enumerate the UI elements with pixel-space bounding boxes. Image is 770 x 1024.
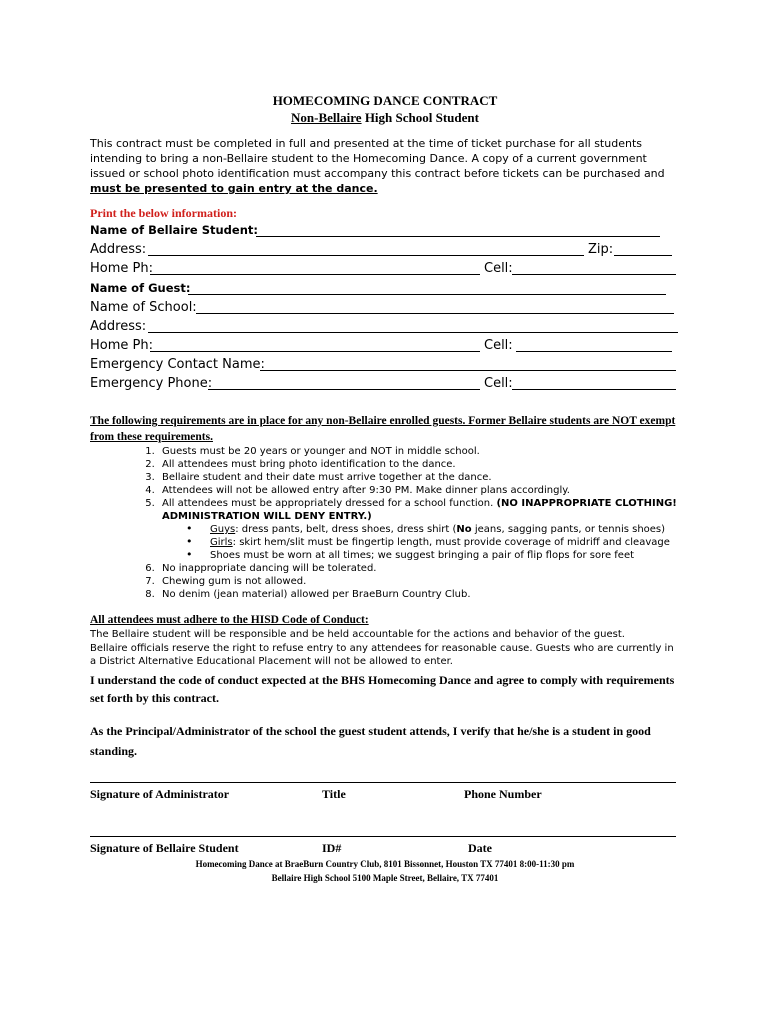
- student-name-label: Name of Bellaire Student:: [90, 223, 258, 237]
- conduct-heading: All attendees must adhere to the HISD Code of Conduct:: [90, 614, 369, 626]
- cell-field[interactable]: [512, 274, 676, 275]
- requirement-item: 2. All attendees must bring photo identification to the dance.: [158, 458, 680, 471]
- requirement-item: 8. No denim (jean material) allowed per BraeBurn Country Club.: [158, 588, 680, 601]
- zip-label: Zip:: [588, 242, 614, 257]
- home-phone-label: Home Ph:: [90, 261, 153, 276]
- shoes-text: Shoes must be worn at all times; we suggest bringing a pair of flip flops for sore feet: [210, 550, 635, 561]
- guys-no: No: [456, 524, 472, 535]
- title-sub-rest: High School Student: [361, 110, 479, 125]
- student-name-field[interactable]: [256, 236, 660, 237]
- guest-home-phone-field[interactable]: [150, 351, 480, 352]
- zip-field[interactable]: [614, 255, 672, 256]
- footer: [90, 857, 680, 885]
- cell-label: Cell:: [484, 261, 513, 276]
- home-phone-row: [90, 259, 680, 278]
- address-row: [90, 240, 680, 259]
- requirement-item: 6. No inappropriate dancing will be tolerated.: [158, 562, 680, 575]
- student-name-row: [90, 220, 680, 240]
- guys-label: Guys: [210, 524, 236, 535]
- guest-cell-field[interactable]: [516, 351, 672, 352]
- requirement-item-dress-warning: (NO INAPPROPRIATE CLOTHING! ADMINISTRATION WILL DENY ENTRY.): [162, 498, 677, 522]
- requirement-item-dress: [158, 497, 680, 562]
- school-name-row: [90, 298, 680, 317]
- guest-home-phone-row: [90, 336, 680, 355]
- home-phone-field[interactable]: [150, 274, 480, 275]
- intro-paragraph: [90, 136, 680, 196]
- dress-code-shoes: [186, 548, 680, 562]
- requirement-item: 1. Guests must be 20 years or younger and NOT in middle school.: [158, 445, 680, 458]
- guest-address-label: Address:: [90, 319, 147, 334]
- address-field[interactable]: [148, 255, 584, 256]
- bullet-icon: •: [186, 535, 193, 548]
- student-signature-label: Signature of Bellaire Student: [90, 840, 239, 855]
- guest-home-phone-label: Home Ph:: [90, 338, 153, 353]
- emergency-phone-label: Emergency Phone:: [90, 376, 213, 391]
- title-label: Title: [322, 786, 346, 801]
- requirements-heading: The following requirements are in place for any non-Bellaire enrolled guests. Former Bellaire students are NOT exempt from these requirements.: [90, 415, 676, 443]
- admin-signature-line[interactable]: [90, 781, 676, 783]
- emergency-name-label: Emergency Contact Name:: [90, 357, 265, 372]
- emergency-name-field[interactable]: [260, 370, 676, 371]
- bullet-icon: •: [186, 522, 193, 535]
- guys-text-b: jeans, sagging pants, or tennis shoes): [471, 524, 666, 535]
- guest-address-row: [90, 317, 680, 336]
- intro-emphasis: must be presented to gain entry at the dance.: [90, 182, 378, 195]
- footer-school-address: Bellaire High School 5100 Maple Street, Bellaire, TX 77401: [271, 872, 499, 883]
- contract-page: [90, 92, 680, 885]
- title-sub: [90, 109, 680, 126]
- girls-text: : skirt hem/slit must be fingertip length, must provide coverage of midriff and cleavage: [232, 537, 670, 548]
- address-label: Address:: [90, 242, 147, 257]
- conduct-line-1: The Bellaire student will be responsible and be held accountable for the actions and behavior of the guest.: [90, 629, 625, 640]
- admin-signature-label: Signature of Administrator: [90, 786, 230, 801]
- guest-address-field[interactable]: [148, 332, 678, 333]
- id-label: ID#: [322, 840, 342, 855]
- guest-name-row: [90, 278, 680, 298]
- emergency-phone-row: [90, 374, 680, 393]
- guest-name-field[interactable]: [188, 294, 666, 295]
- emergency-cell-label: Cell:: [484, 376, 513, 391]
- dress-code-list: [162, 523, 680, 562]
- requirement-item-dress-text: All attendees must be appropriately dressed for a school function.: [162, 498, 494, 509]
- agreement-statement: I understand the code of conduct expected at the BHS Homecoming Dance and agree to comply with requirements set forth by this contract.: [90, 672, 675, 705]
- school-name-field[interactable]: [196, 313, 674, 314]
- student-signature-labels: [90, 839, 680, 857]
- requirement-item: 7. Chewing gum is not allowed.: [158, 575, 680, 588]
- phone-number-label: Phone Number: [464, 786, 542, 801]
- bullet-icon: •: [186, 548, 193, 561]
- dress-code-girls: [186, 535, 680, 549]
- school-name-label: Name of School:: [90, 300, 197, 315]
- guest-name-label: Name of Guest:: [90, 281, 191, 295]
- date-label: Date: [468, 840, 492, 855]
- emergency-cell-field[interactable]: [512, 389, 676, 390]
- requirement-item: 3. Bellaire student and their date must arrive together at the dance.: [158, 471, 680, 484]
- document-title: [90, 92, 680, 126]
- admin-signature-labels: [90, 785, 680, 803]
- verification-statement: As the Principal/Administrator of the school the guest student attends, I verify that he/she is a student in good standing.: [90, 723, 651, 758]
- conduct-line-2: Bellaire officials reserve the right to refuse entry to any attendees for reasonable cause. Guests who are currently in a District Alternative Educational Placement will not be allowed to enter.: [90, 642, 674, 667]
- intro-text: This contract must be completed in full and presented at the time of ticket purchase for all students intending to bring a non-Bellaire student to the Homecoming Dance. A copy of a current government issued or school photo identification must accompany this contract before tickets can be purchased and: [90, 137, 665, 180]
- requirement-item: 4. Attendees will not be allowed entry after 9:30 PM. Make dinner plans accordingly.: [158, 484, 680, 497]
- student-signature-line[interactable]: [90, 835, 676, 837]
- requirements-list: [90, 445, 680, 601]
- emergency-phone-field[interactable]: [208, 389, 480, 390]
- dress-code-guys: [186, 522, 680, 536]
- girls-label: Girls: [210, 537, 233, 548]
- title-sub-underlined: Non-Bellaire: [291, 110, 362, 125]
- footer-venue: Homecoming Dance at BraeBurn Country Club, 8101 Bissonnet, Houston TX 77401 8:00-11:30 pm: [195, 858, 575, 869]
- title-main: HOMECOMING DANCE CONTRACT: [272, 93, 498, 108]
- guest-cell-label: Cell:: [484, 338, 513, 353]
- guys-text-a: : dress pants, belt, dress shoes, dress shirt (: [235, 524, 457, 535]
- emergency-name-row: [90, 355, 680, 374]
- print-label: Print the below information:: [90, 206, 237, 220]
